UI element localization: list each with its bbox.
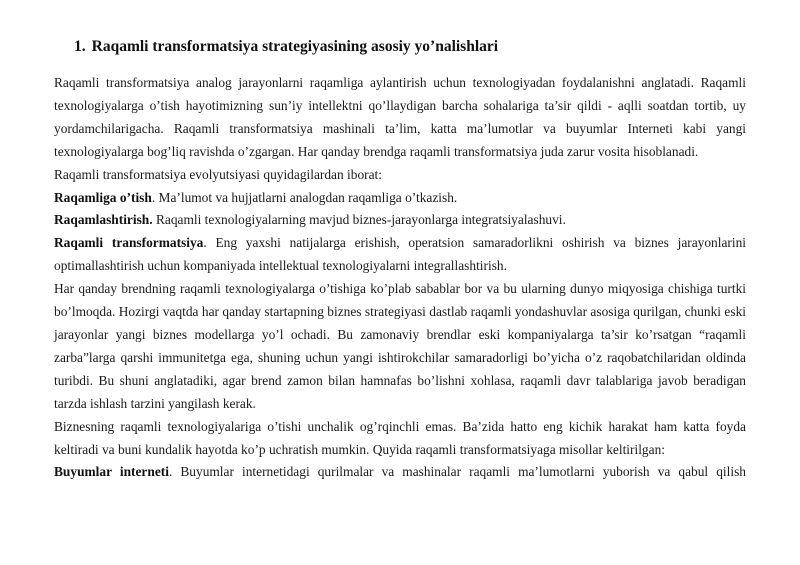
- definition-transformation: . Eng yaxshi natijalarga erishish, operatsion samaradorlikni oshirish va biznes jarayonlarini optimallashtirish uchun kompaniyada intellektual texnologiyalarni integrallashtirish.: [54, 235, 747, 274]
- paragraph-intro: Raqamli transformatsiya analog jarayonlarni raqamliga aylantirish uchun texnologiyadan foydalanishni anglatadi. Raqamli texnologiyalarga o’tish hayotimizning sun’iy intellektni qo’llaydigan barcha sohalariga ta’sir qildi - aqlli soatdan tortib, uy yordamchilarigacha. Raqamli transformatsiya mashinali ta’lim, katta ma’lumotlar va buyumlar Interneti kabi yangi texnologiyalarga bog’liq ravishda o’zgargan. Har qanday brendga raqamli transformatsiya juda zarur vosita hisoblanadi.: [54, 75, 746, 159]
- list-item-digitalization: [54, 209, 746, 232]
- term-digitalization: Raqamlashtirish.: [54, 212, 153, 228]
- paragraph-brands: Har qanday brendning raqamli texnologiyalarga o’tishiga ko’plab sabablar bor va bu ularning dunyo miqyosiga chishiga turtki bo’lmoqda. Hozirgi vaqtda har qanday startapning biznes strategiyasi dastlab raqamli yondashuvlar asosiga qurilgan, chunki eski jarayonlar yangi biznes modellarga yo’l ochadi. Bu zamonaviy brendlar eski kompaniyalarga ta’sir ko’rsatgan “raqamli zarba”larga qarshi immunitetga ega, shuning uchun yangi ishtirokchilar samaradorligi bo’yicha o’z raqobatchilaridan oldinda turibdi. Bu shuni anglatadiki, agar brend zamon bilan hamnafas bo’lishni xohlasa, raqamli davr talablariga javob beradigan tarzda ishlash tarzini yangilash kerak.: [54, 281, 746, 411]
- list-item-iot: [54, 461, 746, 484]
- list-item-digitization: [54, 187, 746, 210]
- definition-digitalization: Raqamli texnologiyalarning mavjud biznes-jarayonlarga integratsiyalashuvi.: [152, 212, 566, 228]
- term-iot: Buyumlar interneti: [54, 464, 169, 480]
- section-heading: [74, 38, 498, 56]
- term-digitization: Raqamliga o’tish: [54, 189, 152, 205]
- definition-digitization: . Ma’lumot va hujjatlarni analogdan raqamliga o’tkazish.: [151, 189, 458, 205]
- definition-iot: . Buyumlar internetidagi qurilmalar va mashinalar raqamli ma’lumotlarni yuborish va qabul qilish: [168, 464, 746, 480]
- list-item-transformation: [54, 232, 746, 278]
- section-number: 1.: [74, 38, 86, 55]
- paragraph-evolution-intro: Raqamli transformatsiya evolyutsiyasi quyidagilardan iborat:: [54, 166, 382, 182]
- paragraph-business: Biznesning raqamli texnologiyalariga o’tishi unchalik og’rqinchli emas. Ba’zida hatto eng kichik harakat ham katta foyda keltiradi va buni kundalik hayotda ko’p uchratish mumkin. Quyida raqamli transformatsiyaga misollar keltirilgan:: [54, 418, 746, 457]
- document-body: [54, 72, 746, 484]
- section-title: Raqamli transformatsiya strategiyasining asosiy yo’nalishlari: [91, 38, 499, 55]
- term-transformation: Raqamli transformatsiya: [54, 235, 204, 251]
